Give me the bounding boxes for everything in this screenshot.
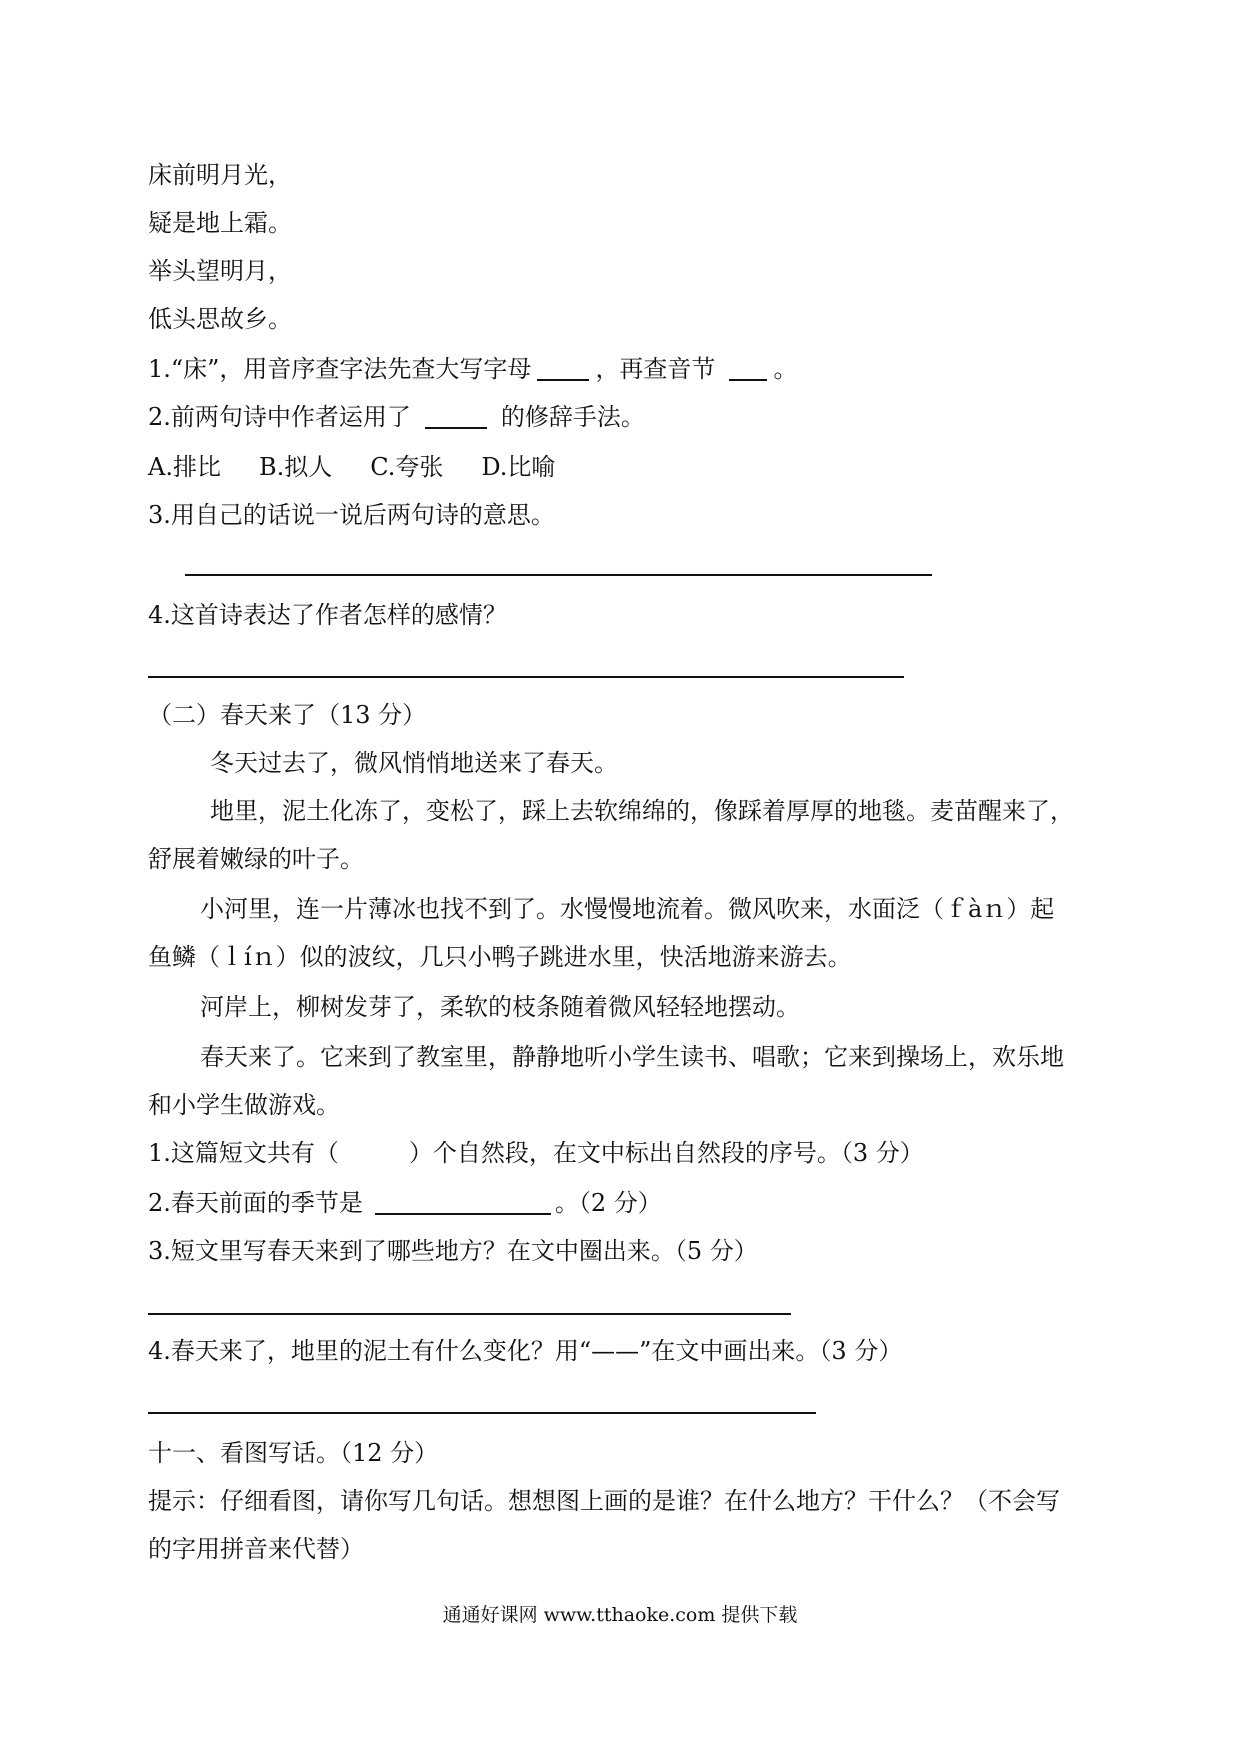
paragraph-2-line-2: 舒展着嫩绿的叶子。 [148,845,364,873]
answer-blank[interactable] [537,355,589,381]
question-1-2: 2.前两句诗中作者运用了 的修辞手法。 [148,403,645,431]
option-b[interactable]: B.拟人 [258,453,333,481]
answer-line[interactable] [148,676,904,678]
paragraph-1: 冬天过去了，微风悄悄地送来了春天。 [210,749,618,777]
paragraph-5-line-2: 和小学生做游戏。 [148,1091,340,1119]
options-row [148,450,593,484]
option-c[interactable]: C.夸张 [370,453,444,481]
paragraph-5-line-1: 春天来了。它来到了教室里，静静地听小学生读书、唱歌；它来到操场上，欢乐地 [200,1043,1064,1071]
answer-line[interactable] [185,574,932,576]
answer-blank[interactable] [729,355,767,381]
question-1-3: 3.用自己的话说一说后两句诗的意思。 [148,501,555,529]
section-3-title: 十一、看图写话。（12 分） [148,1439,439,1467]
poem-line-4: 低头思故乡。 [148,305,292,333]
question-2-3: 3.短文里写春天来到了哪些地方？在文中圈出来。（5 分） [148,1237,758,1265]
question-2-4: 4.春天来了，地里的泥土有什么变化？用“——”在文中画出来。（3 分） [148,1337,903,1365]
answer-blank[interactable] [375,1189,551,1215]
question-1-4: 4.这首诗表达了作者怎样的感情？ [148,601,507,629]
paragraph-3-line-2: 鱼鳞（ｌíｎ）似的波纹，几只小鸭子跳进水里，快活地游来游去。 [148,943,852,971]
paragraph-3-line-1: 小河里，连一片薄冰也找不到了。水慢慢地流着。微风吹来，水面泛（ｆàｎ）起 [200,895,1055,923]
poem-line-3: 举头望明月， [148,257,292,285]
poem-line-2: 疑是地上霜。 [148,209,292,237]
answer-blank[interactable] [425,403,487,429]
question-2-1: 1.这篇短文共有（ ）个自然段，在文中标出自然段的序号。（3 分） [148,1139,924,1167]
option-a[interactable]: A.排比 [148,453,221,481]
option-d[interactable]: D.比喻 [481,453,556,481]
paragraph-2-line-1: 地里，泥土化冻了，变松了，踩上去软绵绵的，像踩着厚厚的地毯。麦苗醒来了， [210,797,1074,825]
section-2-title: （二）春天来了（13 分） [148,701,427,729]
page-footer: 通通好课网 www.tthaoke.com 提供下载 [442,1604,798,1626]
paragraph-4: 河岸上，柳树发芽了，柔软的枝条随着微风轻轻地摆动。 [200,993,800,1021]
answer-line[interactable] [148,1313,791,1315]
writing-hint-line-2: 的字用拼音来代替） [148,1535,364,1563]
question-1-1: 1.“床”，用音序查字法先查大写字母 ，再查音节 。 [148,355,798,383]
poem-line-1: 床前明月光， [148,161,292,189]
answer-line[interactable] [148,1412,816,1414]
question-2-2: 2.春天前面的季节是 。（2 分） [148,1189,662,1217]
writing-hint-line-1: 提示：仔细看图，请你写几句话。想想图上画的是谁？在什么地方？干什么？（不会写 [148,1487,1060,1515]
